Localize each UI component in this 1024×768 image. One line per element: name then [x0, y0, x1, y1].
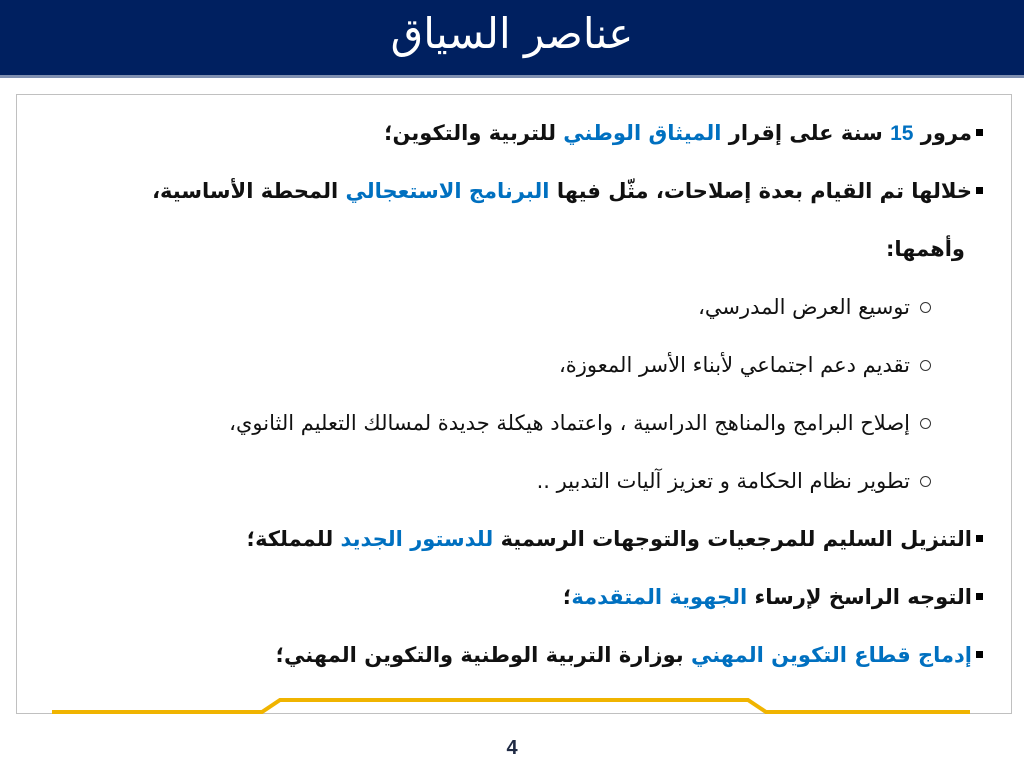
- bullet-text: التنزيل السليم للمرجعيات والتوجهات الرسمية: [493, 527, 972, 551]
- bullet-list: [35, 109, 983, 689]
- bullet-item-1: [35, 109, 983, 167]
- bullet-text: خلالها تم القيام بعدة إصلاحات، مثّل فيها: [549, 179, 972, 203]
- square-bullet-icon: [976, 593, 983, 600]
- sub-item-2: [35, 341, 983, 399]
- highlight-text: للدستور الجديد: [340, 527, 494, 551]
- bullet-item-3: [35, 515, 983, 573]
- sub-item-text: تطوير نظام الحكامة و تعزيز آليات التدبير ..: [536, 469, 910, 493]
- bullet-item-4: [35, 573, 983, 631]
- square-bullet-icon: [976, 535, 983, 542]
- sub-item-4: [35, 457, 983, 515]
- bullet-text: للمملكة؛: [246, 527, 341, 551]
- highlight-text: البرنامج الاستعجالي: [345, 179, 550, 203]
- decorative-line: [0, 690, 1024, 720]
- bullet-text: مرور: [913, 121, 972, 145]
- bullet-text: للتربية والتكوين؛: [384, 121, 564, 145]
- bullet-text: ؛: [562, 585, 572, 609]
- bullet-text: بوزارة التربية الوطنية والتكوين المهني؛: [275, 643, 691, 667]
- slide-title: عناصر السياق: [390, 8, 634, 58]
- title-bar: [0, 0, 1024, 78]
- bullet-text: وأهمها:: [885, 237, 965, 261]
- content-box: [16, 94, 1012, 714]
- sub-item-text: توسيع العرض المدرسي،: [698, 295, 910, 319]
- bullet-item-5: [35, 631, 983, 689]
- bullet-text: سنة على إقرار: [721, 121, 891, 145]
- highlight-text: إدماج قطاع التكوين المهني: [690, 643, 972, 667]
- sub-item-1: [35, 283, 983, 341]
- bullet-item-2: [35, 167, 983, 225]
- circle-bullet-icon: [920, 302, 931, 313]
- sub-item-text: إصلاح البرامج والمناهج الدراسية ، واعتماد هيكلة جديدة لمسالك التعليم الثانوي،: [229, 411, 910, 435]
- bullet-text: المحطة الأساسية،: [152, 179, 346, 203]
- circle-bullet-icon: [920, 360, 931, 371]
- sub-item-text: تقديم دعم اجتماعي لأبناء الأسر المعوزة،: [559, 353, 910, 377]
- page-number: 4: [506, 737, 518, 759]
- circle-bullet-icon: [920, 418, 931, 429]
- highlight-number: 15: [890, 122, 914, 145]
- square-bullet-icon: [976, 651, 983, 658]
- highlight-text: الميثاق الوطني: [563, 121, 722, 145]
- square-bullet-icon: [976, 187, 983, 194]
- bullet-item-2-continuation: [35, 225, 983, 283]
- circle-bullet-icon: [920, 476, 931, 487]
- sub-item-3: [35, 399, 983, 457]
- square-bullet-icon: [976, 129, 983, 136]
- bullet-text: التوجه الراسخ لإرساء: [747, 585, 972, 609]
- highlight-text: الجهوية المتقدمة: [571, 585, 748, 609]
